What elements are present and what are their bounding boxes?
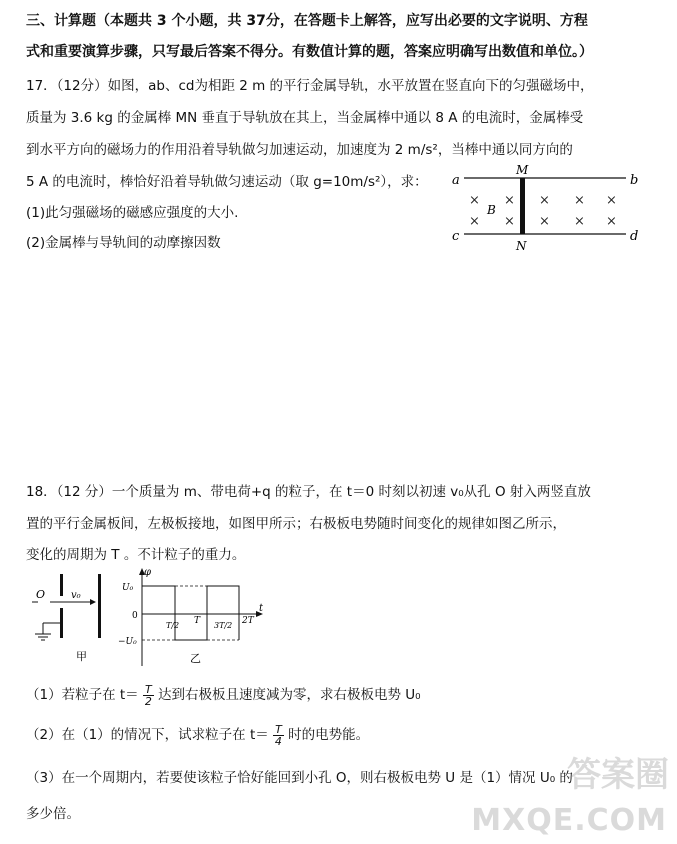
q17-line2: 质量为 3.6 kg 的金属棒 MN 垂直于导轨放在其上，当金属棒中通以 8 A 的电流时，金属棒受 [26, 110, 584, 126]
fraction-T-over-2: $\frac{T}{2}$ [144, 682, 152, 708]
watermark-url: MXQE.COM [471, 803, 667, 838]
q17-line4: 5 A 的电流时，棒恰好沿着导轨做匀速运动（取 g=10m/s²），求： [26, 174, 428, 190]
field-cross: × [469, 193, 480, 208]
q18-line1: 18．（12 分）一个质量为 m、带电荷+q 的粒子，在 t＝0 时刻以初速 v₀从孔 O 射入两竖直放 [26, 484, 591, 500]
label-B: B [487, 203, 496, 217]
field-cross: × [504, 214, 515, 229]
label-v0: v₀ [71, 590, 81, 601]
label-origin: 0 [132, 611, 138, 621]
axis-t: t [259, 603, 264, 614]
q18-sub2-post: 时的电势能。 [288, 727, 370, 743]
q18-figure-jia [28, 568, 118, 668]
q18-sub1-pre: （1）若粒子在 t＝ [26, 687, 139, 703]
q18-sub3-line2: 多少倍。 [26, 806, 80, 822]
q18-sub2-pre: （2）在（1）的情况下，试求粒子在 t＝ [26, 727, 269, 743]
field-cross: × [606, 193, 617, 208]
q18-line2: 置的平行金属板间，左极板接地，如图甲所示；右极板电势随时间变化的规律如图乙所示， [26, 516, 566, 532]
q17-line3: 到水平方向的磁场力的作用沿着导轨做匀加速运动，加速度为 2 m/s²，当棒中通以同方向的 [26, 142, 573, 158]
label-a: a [452, 173, 460, 188]
q18-sub3-line1: （3）在一个周期内，若要使该粒子恰好能回到小孔 O，则右极板电势 U 是（1）情况 U₀ 的 [26, 770, 573, 786]
caption-yi: 乙 [190, 652, 201, 665]
label-N: N [516, 239, 527, 253]
q17-sub1: (1)此匀强磁场的磁感应强度的大小. [26, 205, 239, 221]
q18-line3: 变化的周期为 T 。不计粒子的重力。 [26, 547, 246, 563]
label-U0: U₀ [122, 583, 134, 593]
tick-3half-T: 3T/2 [214, 621, 233, 630]
fraction-T-over-4: $\frac{T}{4}$ [274, 722, 282, 748]
field-cross: × [606, 214, 617, 229]
field-cross: × [574, 214, 585, 229]
q17-sub2: (2)金属棒与导轨间的动摩擦因数 [26, 235, 221, 251]
caption-jia: 甲 [76, 650, 87, 663]
watermark-logo: 答案圈 [567, 755, 669, 795]
q18-sub1 [26, 683, 421, 707]
section-title-line2: 式和重要演算步骤，只写最后答案不得分。有数值计算的题，答案应明确写出数值和单位。） [26, 44, 593, 60]
label-c: c [452, 229, 460, 244]
label-d: d [630, 229, 639, 244]
q17-line1: 17．（12分）如图，ab、cd为相距 2 m 的平行金属导轨，水平放置在竖直向下的匀强磁场中， [26, 78, 594, 94]
q18-sub1-post: 达到右极板且速度减为零，求右极板电势 U₀ [158, 687, 421, 703]
field-cross: × [469, 214, 480, 229]
axis-phi: φ [144, 567, 152, 578]
q18-sub2 [26, 723, 369, 747]
tick-T: T [194, 616, 201, 626]
field-cross: × [574, 193, 585, 208]
label-O: O [36, 588, 46, 601]
label-b: b [630, 173, 639, 188]
label-negU0: −U₀ [118, 637, 137, 647]
metal-rod-MN [520, 178, 525, 234]
field-cross: × [539, 193, 550, 208]
section-title-line1: 三、计算题（本题共 3 个小题，共 37分，在答题卡上解答，应写出必要的文字说明、方程 [26, 13, 588, 29]
q18-figure-yi [118, 566, 268, 672]
q17-rail-figure [440, 162, 650, 257]
field-cross: × [539, 214, 550, 229]
label-M: M [516, 163, 529, 177]
tick-2T: 2T [242, 616, 254, 626]
field-cross: × [504, 193, 515, 208]
tick-half-T: T/2 [166, 621, 180, 630]
